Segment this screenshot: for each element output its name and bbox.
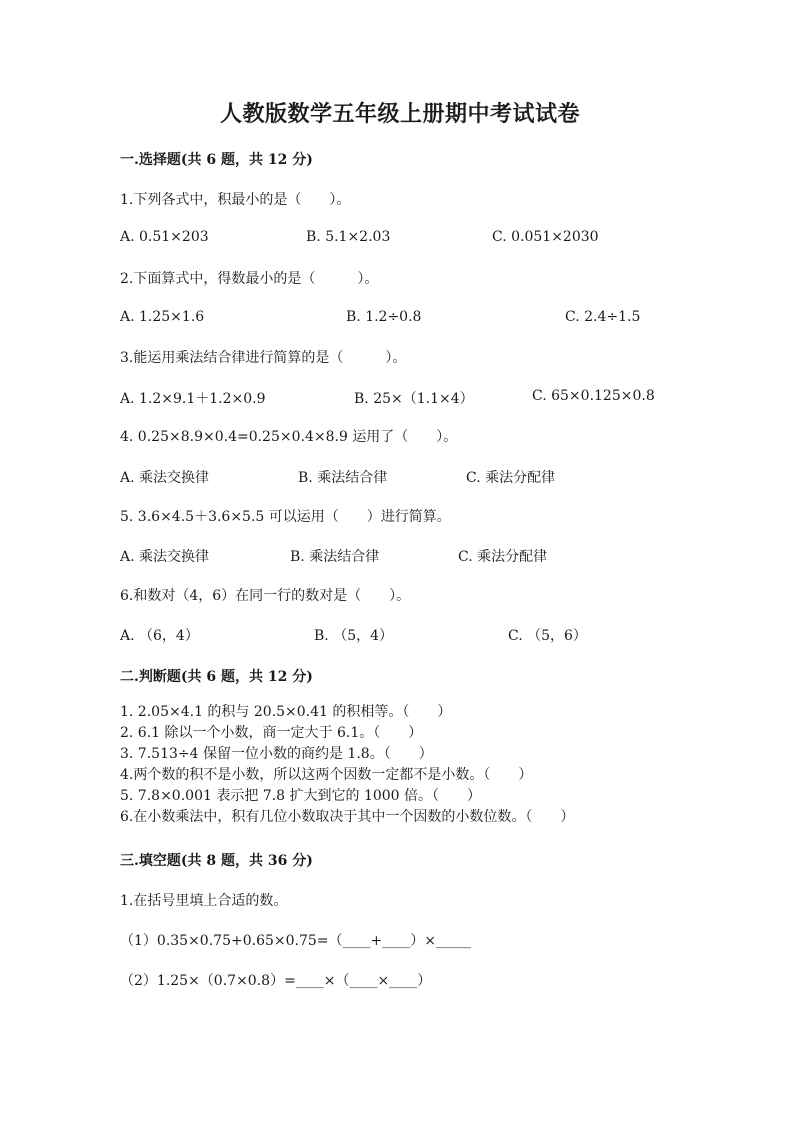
option-b: B. 5.1×2.03 xyxy=(306,229,391,245)
option-b: B. （5，4） xyxy=(314,628,394,644)
section-heading-judge: 二.判断题(共 6 题，共 12 分) xyxy=(120,669,313,685)
option-c: C. 乘法分配律 xyxy=(458,549,548,565)
option-b: B. 乘法结合律 xyxy=(298,470,388,486)
judge-item: 6.在小数乘法中，积有几位小数取决于其中一个因数的小数位数。（ ） xyxy=(120,809,575,825)
option-a: A. 1.25×1.6 xyxy=(120,309,205,325)
fill-question: 1.在括号里填上合适的数。 xyxy=(120,893,288,909)
judge-item: 1. 2.05×4.1 的积与 20.5×0.41 的积相等。（ ） xyxy=(120,704,452,720)
option-c: C. 2.4÷1.5 xyxy=(565,309,641,325)
section-heading-choice: 一.选择题(共 6 题，共 12 分) xyxy=(120,152,313,168)
option-b: B. 1.2÷0.8 xyxy=(346,309,422,325)
fill-subquestion: （2）1.25×（0.7×0.8）=____×（____×____） xyxy=(120,973,432,989)
option-a: A. （6，4） xyxy=(120,628,199,644)
option-c: C. 0.051×2030 xyxy=(492,229,599,245)
judge-item: 5. 7.8×0.001 表示把 7.8 扩大到它的 1000 倍。（ ） xyxy=(120,788,482,804)
judge-item: 4.两个数的积不是小数，所以这两个因数一定都不是小数。（ ） xyxy=(120,767,533,783)
option-a: A. 0.51×203 xyxy=(120,229,209,245)
page-title: 人教版数学五年级上册期中考试试卷 xyxy=(219,101,580,127)
question-stem: 6.和数对（4，6）在同一行的数对是（ ）。 xyxy=(120,588,411,604)
option-b: B. 乘法结合律 xyxy=(290,549,380,565)
option-a: A. 乘法交换律 xyxy=(120,549,210,565)
option-c: C. 65×0.125×0.8 xyxy=(532,388,655,404)
option-a: A. 乘法交换律 xyxy=(120,470,210,486)
question-stem: 1.下列各式中，积最小的是（ ）。 xyxy=(120,192,351,208)
option-a: A. 1.2×9.1＋1.2×0.9 xyxy=(120,391,266,407)
question-stem: 2.下面算式中，得数最小的是（ ）。 xyxy=(120,271,379,287)
judge-item: 2. 6.1 除以一个小数，商一定大于 6.1。（ ） xyxy=(120,725,423,741)
judge-item: 3. 7.513÷4 保留一位小数的商约是 1.8。（ ） xyxy=(120,746,433,762)
question-stem: 5. 3.6×4.5＋3.6×5.5 可以运用（ ）进行简算。 xyxy=(120,509,451,525)
fill-subquestion: （1）0.35×0.75+0.65×0.75=（____+____）×_____ xyxy=(120,933,471,949)
option-c: C. 乘法分配律 xyxy=(466,470,556,486)
question-stem: 4. 0.25×8.9×0.4=0.25×0.4×8.9 运用了（ ）。 xyxy=(120,429,458,445)
section-heading-fill: 三.填空题(共 8 题，共 36 分) xyxy=(120,853,313,869)
option-b: B. 25×（1.1×4） xyxy=(354,391,474,407)
question-stem: 3.能运用乘法结合律进行简算的是（ ）。 xyxy=(120,350,407,366)
option-c: C. （5，6） xyxy=(508,628,587,644)
